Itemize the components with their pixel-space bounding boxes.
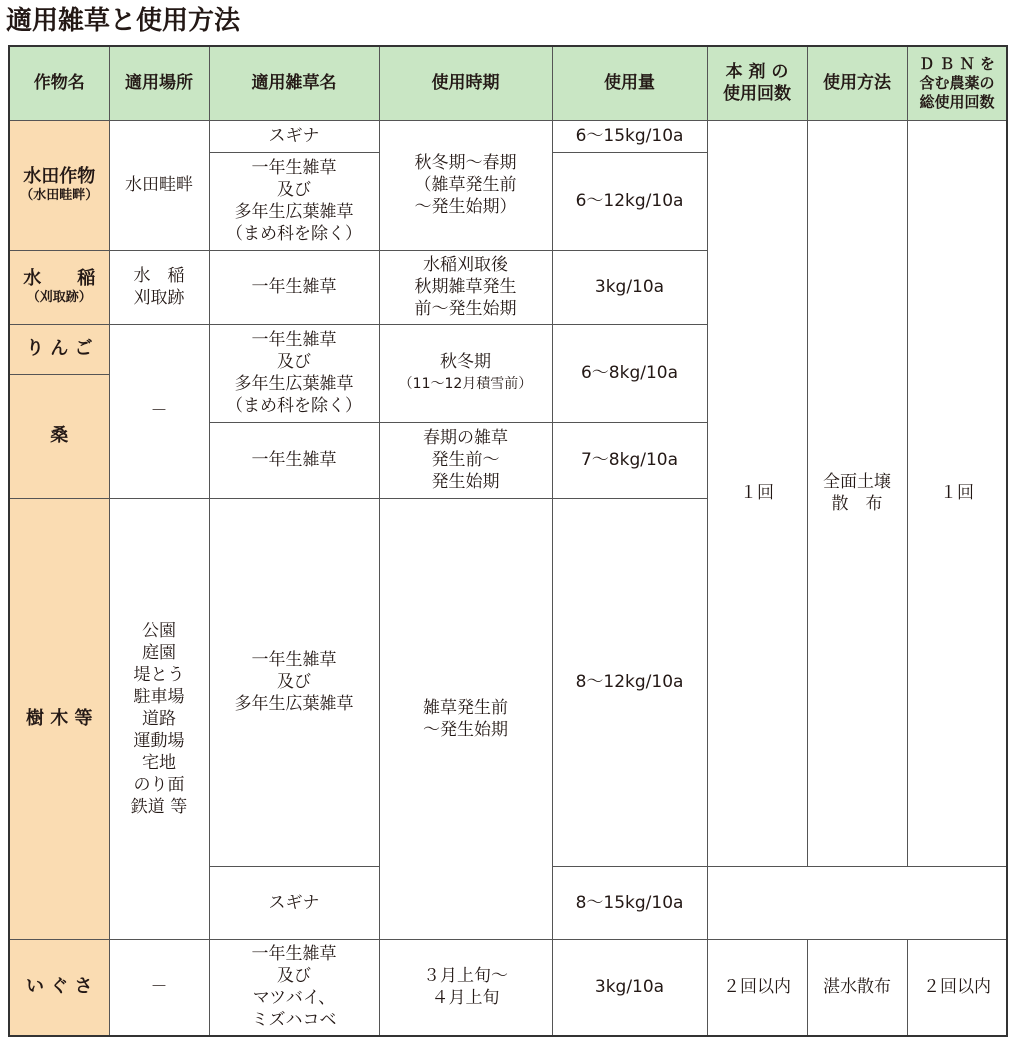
method-cell: 湛水散布 <box>807 939 907 1036</box>
count-cell: ２回以内 <box>707 939 807 1036</box>
header-amount: 使用量 <box>552 46 707 120</box>
table-row <box>9 120 1007 152</box>
crop-cell: 桑 <box>9 374 109 498</box>
method-cell: 全面土壌 散 布 <box>807 120 907 866</box>
header-method: 使用方法 <box>807 46 907 120</box>
weed-cell: 一年生雑草 及び 多年生広葉雑草 （まめ科を除く） <box>209 152 379 250</box>
amount-cell: 3kg/10a <box>552 250 707 324</box>
weed-cell: 一年生雑草 <box>209 422 379 498</box>
weed-cell: 一年生雑草 及び 多年生広葉雑草 <box>209 498 379 866</box>
time-cell: ３月上旬～ ４月上旬 <box>379 939 552 1036</box>
total-cell: １回 <box>907 120 1007 866</box>
time-cell: 秋冬期 （11～12月積雪前） <box>379 324 552 422</box>
time-cell: 秋冬期～春期 （雑草発生前 ～発生始期） <box>379 120 552 250</box>
count-cell: １回 <box>707 120 807 866</box>
time-cell: 水稲刈取後 秋期雑草発生 前～発生始期 <box>379 250 552 324</box>
place-cell: 水 稲 刈取跡 <box>109 250 209 324</box>
time-cell: 春期の雑草 発生前～ 発生始期 <box>379 422 552 498</box>
crop-cell: 水 稲 （刈取跡） <box>9 250 109 324</box>
header-weed: 適用雑草名 <box>209 46 379 120</box>
table-row <box>9 939 1007 1036</box>
header-count: 本 剤 の 使用回数 <box>707 46 807 120</box>
weed-cell: 一年生雑草 及び 多年生広葉雑草 （まめ科を除く） <box>209 324 379 422</box>
page-title: 適用雑草と使用方法 <box>6 6 241 36</box>
header-place: 適用場所 <box>109 46 209 120</box>
amount-cell: 8～15kg/10a <box>552 866 707 939</box>
header-crop: 作物名 <box>9 46 109 120</box>
amount-cell: 8～12kg/10a <box>552 498 707 866</box>
weed-cell: 一年生雑草 <box>209 250 379 324</box>
total-cell: ２回以内 <box>907 939 1007 1036</box>
header-total: Ｄ Ｂ Ｎ を 含む農薬の 総使用回数 <box>907 46 1007 120</box>
crop-cell: 水田作物 （水田畦畔） <box>9 120 109 250</box>
amount-cell: 7～8kg/10a <box>552 422 707 498</box>
place-cell: 水田畦畔 <box>109 120 209 250</box>
amount-cell: 6～15kg/10a <box>552 120 707 152</box>
amount-cell: 6～8kg/10a <box>552 324 707 422</box>
place-cell: 公園 庭園 堤とう 駐車場 道路 運動場 宅地 のり面 鉄道 等 <box>109 498 209 939</box>
herbicide-usage-table <box>8 45 1008 1037</box>
crop-cell: い ぐ さ <box>9 939 109 1036</box>
place-cell: － <box>109 939 209 1036</box>
amount-cell: 6～12kg/10a <box>552 152 707 250</box>
time-cell: 雑草発生前 ～発生始期 <box>379 498 552 939</box>
amount-cell: 3kg/10a <box>552 939 707 1036</box>
weed-cell: スギナ <box>209 866 379 939</box>
weed-cell: 一年生雑草 及び マツバイ、 ミズハコベ <box>209 939 379 1036</box>
crop-cell: り ん ご <box>9 324 109 374</box>
header-row <box>9 46 1007 120</box>
header-time: 使用時期 <box>379 46 552 120</box>
crop-cell: 樹 木 等 <box>9 498 109 939</box>
place-cell: － <box>109 324 209 498</box>
weed-cell: スギナ <box>209 120 379 152</box>
